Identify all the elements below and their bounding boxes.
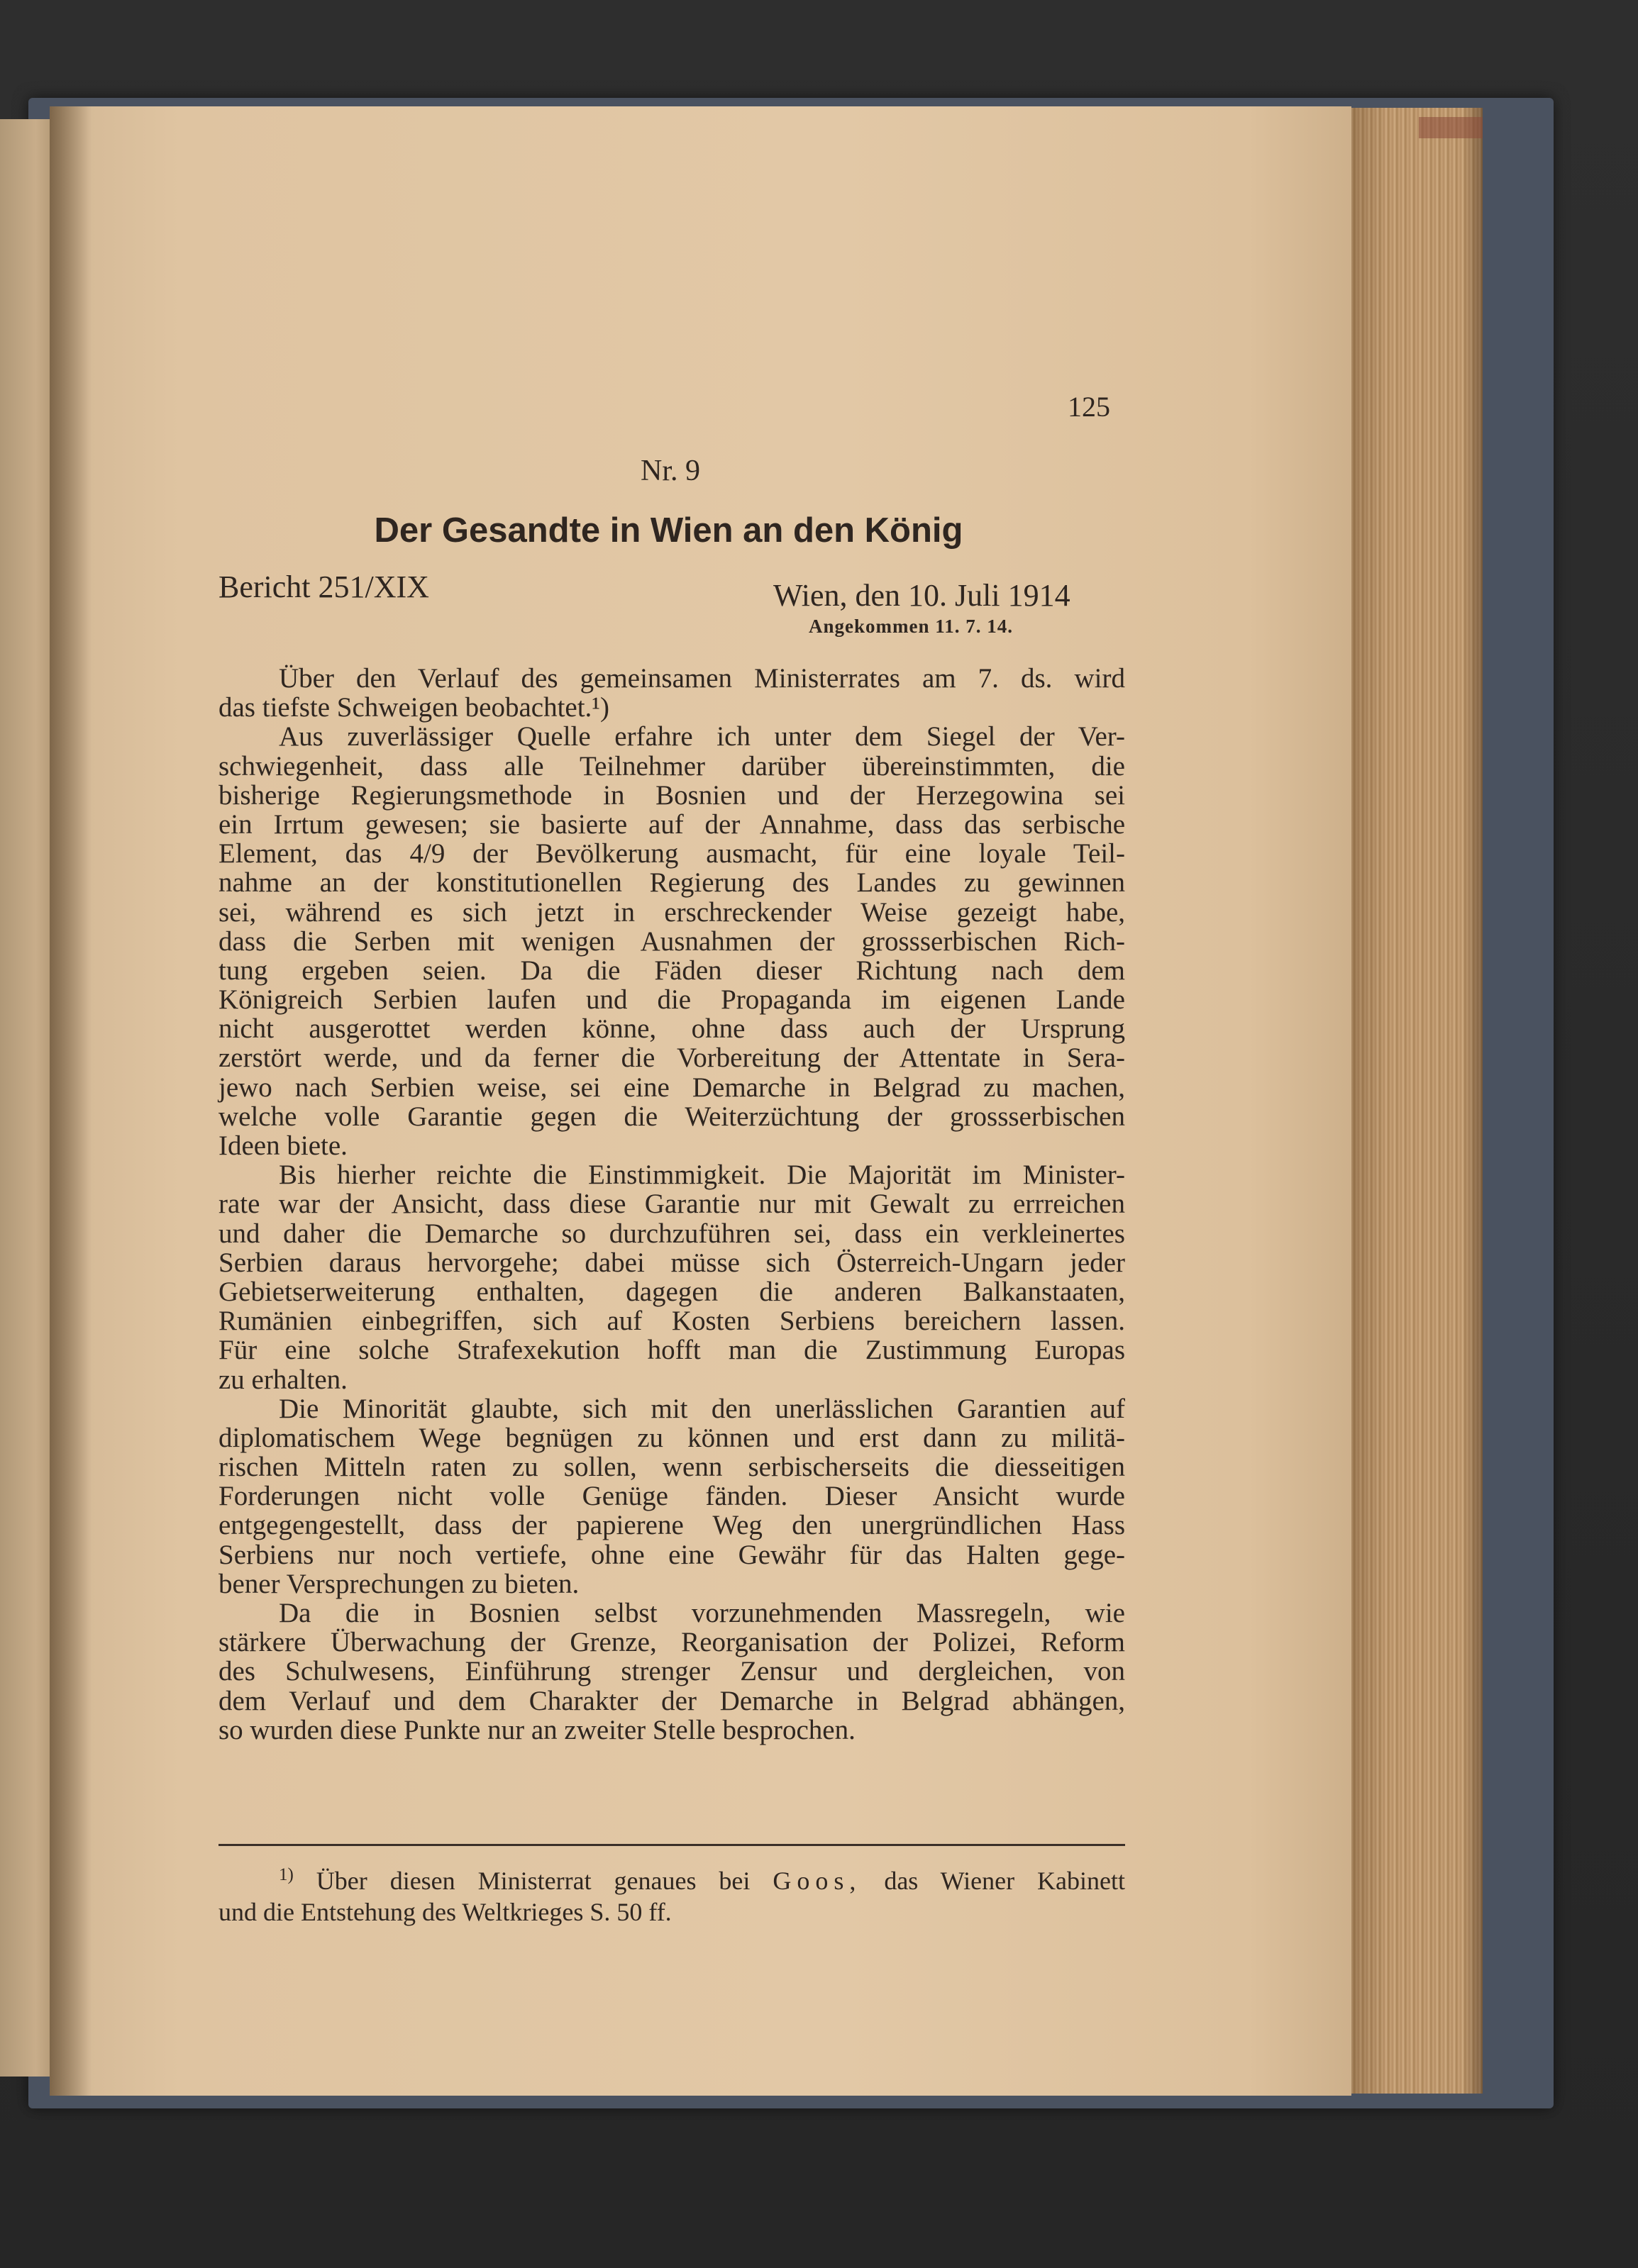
body-line: schwiegenheit, dass alle Teilnehmer darüber übereinstimmten, die xyxy=(218,750,1125,782)
footnote-line-2: und die Entstehung des Weltkrieges S. 50 ff. xyxy=(218,1898,672,1926)
body-line: rischen Mitteln raten zu sollen, wenn serbischerseits die diesseitigen xyxy=(218,1452,1125,1483)
body-line: Serbiens nur noch vertiefe, ohne eine Gewähr für das Halten gege- xyxy=(218,1539,1125,1570)
footnote-divider xyxy=(218,1844,1125,1846)
body-line: Die Minorität glaubte, sich mit den unerlässlichen Garantien auf xyxy=(279,1393,1125,1424)
body-line: sei, während es sich jetzt in erschreckender Weise gezeigt habe, xyxy=(218,896,1125,928)
page-edge-stain xyxy=(1419,117,1483,138)
body-line: Rumänien einbegriffen, sich auf Kosten Serbiens bereichern lassen. xyxy=(218,1306,1125,1337)
dateline: Wien, den 10. Juli 1914 xyxy=(773,578,1070,613)
body-line: Für eine solche Strafexekution hofft man die Zustimmung Europas xyxy=(218,1335,1125,1366)
body-line: Ideen biete. xyxy=(218,1130,348,1161)
page-gutter-shadow xyxy=(50,106,92,2096)
footnote-author: Goos, xyxy=(773,1867,862,1895)
body-line: nahme an der konstitutionellen Regierung des Landes zu gewinnen xyxy=(218,867,1125,899)
body-line: stärkere Überwachung der Grenze, Reorganisation der Polizei, Reform xyxy=(218,1627,1125,1658)
book-page xyxy=(50,106,1351,2096)
body-line: Serbien daraus hervorgehe; dabei müsse sich Österreich-Ungarn jeder xyxy=(218,1247,1125,1278)
body-line: welche volle Garantie gegen die Weiterzüchtung der grossserbischen xyxy=(218,1101,1125,1132)
body-line: ein Irrtum gewesen; sie basierte auf der Annahme, dass das serbische xyxy=(218,808,1125,840)
footnote xyxy=(218,1865,1125,1928)
body-line: Bis hierher reichte die Einstimmigkeit. Die Majorität im Minister- xyxy=(279,1160,1125,1191)
report-reference: Bericht 251/XIX xyxy=(218,569,429,604)
body-text xyxy=(218,664,1125,1745)
body-line: bisherige Regierungsmethode in Bosnien und der Herzegowina sei xyxy=(218,779,1125,811)
body-line: Da die in Bosnien selbst vorzunehmenden Massregeln, wie xyxy=(279,1598,1125,1628)
footnote-marker: 1) xyxy=(279,1865,294,1884)
page-number: 125 xyxy=(1068,391,1110,423)
body-line: Aus zuverlässiger Quelle erfahre ich unter dem Siegel der Ver- xyxy=(279,721,1125,752)
body-line: dem Verlauf und dem Charakter der Demarche in Belgrad abhängen, xyxy=(218,1685,1125,1716)
footnote-text-end: das Wiener Kabinett xyxy=(884,1867,1126,1895)
document-number: Nr. 9 xyxy=(641,455,700,487)
body-line: jewo nach Serbien weise, sei eine Demarche in Belgrad zu machen, xyxy=(218,1072,1125,1103)
body-line: tung ergeben seien. Da die Fäden dieser Richtung nach dem xyxy=(218,955,1125,986)
body-line: Element, das 4/9 der Bevölkerung ausmacht, für eine loyale Teil- xyxy=(218,838,1125,869)
body-line: dass die Serben mit wenigen Ausnahmen der grossserbischen Rich- xyxy=(218,925,1125,957)
body-line: rate war der Ansicht, dass diese Garantie nur mit Gewalt zu errreichen xyxy=(218,1189,1125,1220)
body-line: Über den Verlauf des gemeinsamen Ministerrates am 7. ds. wird xyxy=(279,663,1125,694)
body-line: Forderungen nicht volle Genüge fänden. Dieser Ansicht wurde xyxy=(218,1481,1125,1512)
document-title: Der Gesandte in Wien an den König xyxy=(374,511,963,550)
body-line: nicht ausgerottet werden könne, ohne dass auch der Ursprung xyxy=(218,1013,1125,1045)
body-line: Königreich Serbien laufen und die Propaganda im eigenen Lande xyxy=(218,984,1125,1016)
body-line: entgegengestellt, dass der papierene Weg den unergründlichen Hass xyxy=(218,1510,1125,1541)
body-line: zerstört werde, und da ferner die Vorbereitung der Attentate in Sera- xyxy=(218,1043,1125,1074)
page-block-shadow xyxy=(1348,108,1483,2094)
received-date: Angekommen 11. 7. 14. xyxy=(809,616,1014,637)
body-line: Gebietserweiterung enthalten, dagegen die anderen Balkanstaaten, xyxy=(218,1276,1125,1307)
body-line: des Schulwesens, Einführung strenger Zensur und dergleichen, von xyxy=(218,1656,1125,1687)
body-line: und daher die Demarche so durchzuführen sei, dass ein verkleinertes xyxy=(218,1218,1125,1249)
body-line: so wurden diese Punkte nur an zweiter Stelle besprochen. xyxy=(218,1714,856,1745)
body-line: diplomatischem Wege begnügen zu können und erst dann zu militä- xyxy=(218,1422,1125,1453)
footnote-text-start: Über diesen Ministerrat genaues bei xyxy=(316,1867,751,1895)
body-line: bener Versprechungen zu bieten. xyxy=(218,1568,580,1599)
footnote-line-1 xyxy=(218,1865,1125,1896)
body-line: das tiefste Schweigen beobachtet.¹) xyxy=(218,692,609,723)
body-line: zu erhalten. xyxy=(218,1364,348,1395)
